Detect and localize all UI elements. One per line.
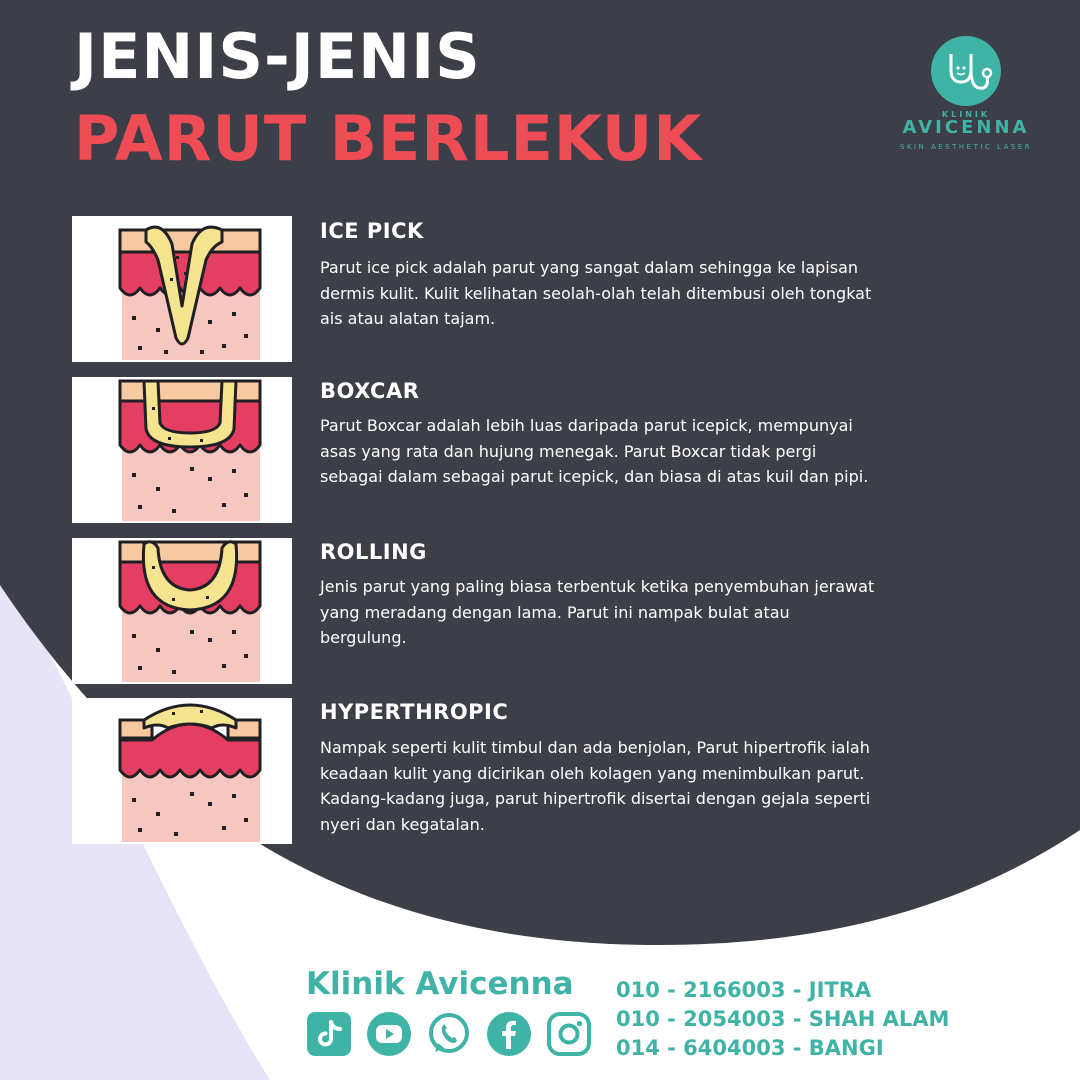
tiktok-icon[interactable]: [306, 1011, 352, 1057]
page-title-line1: JENIS-JENIS: [74, 20, 481, 93]
phone-jitra[interactable]: 010 - 2166003 - JITRA: [616, 978, 872, 1002]
phone-bangi[interactable]: 014 - 6404003 - BANGI: [616, 1036, 884, 1060]
ice-pick-card: [72, 216, 292, 362]
ice-pick-description: Parut ice pick adalah parut yang sangat dalam sehingga ke lapisan dermis kulit. Kulit kelihatan seolah-olah telah ditembusi oleh tongkat ais atau alatan tajam.: [320, 258, 872, 328]
stethoscope-face-icon: [931, 36, 1001, 106]
instagram-icon[interactable]: [546, 1011, 592, 1057]
hypertrophic-title: HYPERTHROPIC: [320, 700, 509, 724]
logo-name: AVICENNA: [902, 117, 1030, 138]
logo-tagline: SKIN AESTHETIC LASER: [899, 143, 1033, 151]
ice-pick-title: ICE PICK: [320, 219, 424, 243]
youtube-icon[interactable]: [366, 1011, 412, 1057]
hypertrophic-description: Nampak seperti kulit timbul dan ada benjolan, Parut hipertrofik ialah keadaan kulit yang dicirikan oleh kolagen yang menimbulkan parut. Kadang-kadang juga, parut hipertrofik disertai dengan gejala seperti nyeri dan kegatalan.: [320, 738, 871, 834]
page-title-line2: PARUT BERLEKUK: [74, 102, 703, 175]
boxcar-description: Parut Boxcar adalah lebih luas daripada parut icepick, mempunyai asas yang rata dan hujung menegak. Parut Boxcar tidak pergi sebagai dalam sebagai parut icepick, dan biasa di atas kuil dan pipi.: [320, 416, 869, 486]
rolling-title: ROLLING: [320, 540, 427, 564]
facebook-icon[interactable]: [486, 1011, 532, 1057]
rolling-description: Jenis parut yang paling biasa terbentuk ketika penyembuhan jerawat yang meradang dengan lama. Parut ini nampak bulat atau bergulung.: [320, 577, 875, 647]
ice-pick-scar-icon: [72, 216, 292, 362]
logo-small-text: KLINIK: [941, 110, 991, 119]
boxcar-scar-icon: [72, 377, 292, 523]
whatsapp-icon[interactable]: [426, 1011, 472, 1057]
clinic-logo: [888, 36, 1044, 151]
rolling-scar-icon: [72, 538, 292, 684]
footer-brand: Klinik Avicenna: [306, 966, 574, 1002]
boxcar-card: [72, 377, 292, 523]
social-links: [306, 1011, 592, 1057]
hypertrophic-card: [72, 698, 292, 844]
phone-list: [616, 976, 949, 1063]
phone-shah-alam[interactable]: 010 - 2054003 - SHAH ALAM: [616, 1007, 950, 1031]
rolling-card: [72, 538, 292, 684]
hypertrophic-scar-icon: [72, 698, 292, 844]
boxcar-title: BOXCAR: [320, 379, 420, 403]
